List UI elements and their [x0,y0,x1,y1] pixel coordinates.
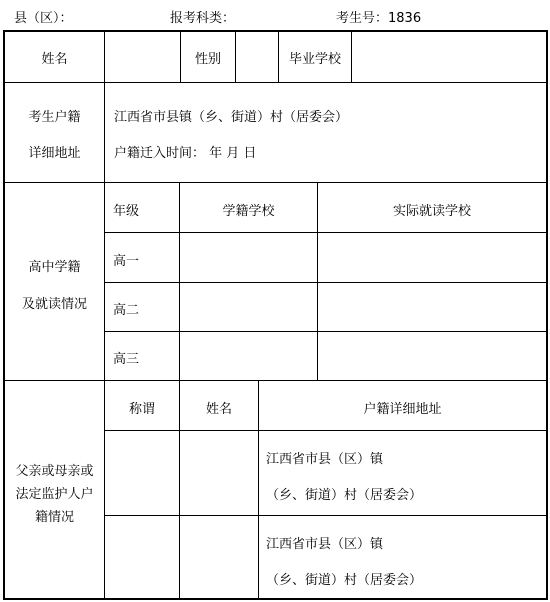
row-divider [3,182,548,183]
table-border-top [3,30,548,32]
exam-number-label: 考生号：1836 [336,11,422,26]
household-label-line1: 考生户籍 [28,110,81,125]
highschool-label-line1: 高中学籍 [28,260,81,275]
parent-address-line2: （乡、街道）村（居委会） [266,488,423,503]
gender-label: 性别 [194,52,221,67]
grade-cell: 高三 [113,352,140,367]
row-divider [105,515,547,516]
grade-cell: 高二 [113,303,140,318]
column-divider [351,31,352,83]
household-address: 江西省市县镇（乡、街道）村（居委会） [114,110,349,125]
row-divider [105,282,547,283]
row-divider [105,331,547,332]
parents-label-line2: 法定监护人户 [15,487,94,502]
highschool-label-line2: 及就读情况 [21,297,87,312]
relation-header: 称谓 [128,402,155,417]
actual-school-header: 实际就读学校 [392,204,471,219]
grade-cell: 高一 [113,254,140,269]
table-border-bottom [3,598,548,600]
parent-address-line1: 江西省市县（区）镇 [266,537,384,552]
exam-category-label: 报考科类： [170,11,236,26]
registered-school-header: 学籍学校 [222,204,275,219]
parents-label-line1: 父亲或母亲或 [15,464,94,479]
county-label: 县（区）： [14,11,73,26]
parents-label-line3: 籍情况 [34,510,74,525]
row-divider [3,82,548,83]
row-divider [3,380,548,381]
row-divider [105,232,547,233]
household-label-line2: 详细地址 [28,146,81,161]
household-move-in-date: 户籍迁入时间： 年 月 日 [114,146,257,161]
graduation-school-label: 毕业学校 [288,52,341,67]
row-divider [105,430,547,431]
parent-address-header: 户籍详细地址 [363,402,442,417]
parent-name-header: 姓名 [205,402,232,417]
name-label: 姓名 [41,52,68,67]
parent-address-line1: 江西省市县（区）镇 [266,452,384,467]
grade-header: 年级 [113,204,140,219]
column-divider [235,31,236,83]
parent-address-line2: （乡、街道）村（居委会） [266,573,423,588]
column-divider [104,31,105,599]
